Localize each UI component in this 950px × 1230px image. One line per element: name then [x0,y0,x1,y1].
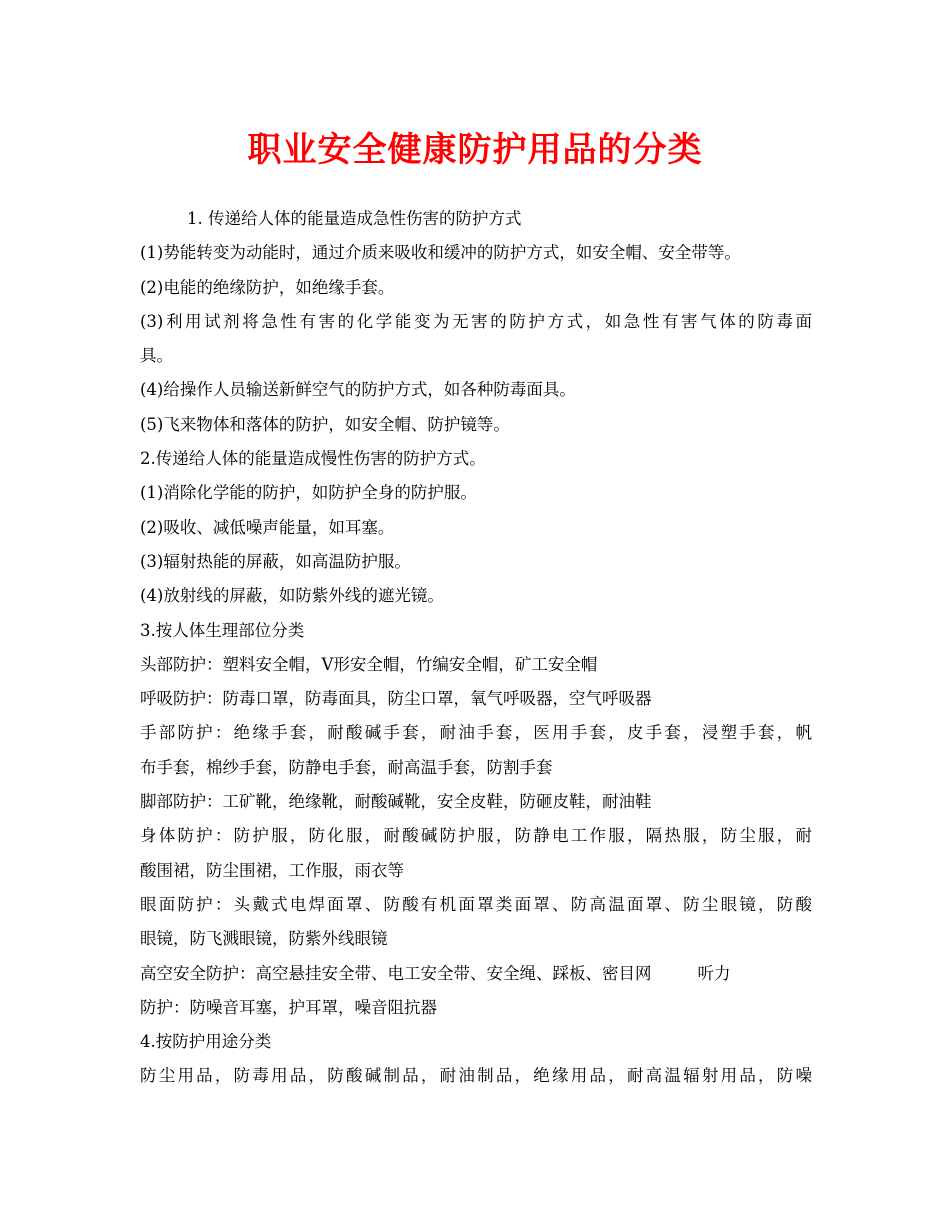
paragraph-line: (2)吸收、减低噪声能量，如耳塞。 [140,517,395,537]
paragraph-line: 身体防护：防护服，防化服，耐酸碱防护服，防静电工作服，隔热服，防尘服，耐 [140,826,812,846]
section-heading-1: 1. 传递给人体的能量造成急性伤害的防护方式 [187,209,522,228]
page-title: 职业安全健康防护用品的分类 [247,130,703,170]
paragraph-line: 脚部防护：工矿靴，绝缘靴，耐酸碱靴，安全皮鞋，防砸皮鞋，耐油鞋 [140,792,652,812]
paragraph-line: (4)给操作人员输送新鲜空气的防护方式，如各种防毒面具。 [140,380,576,400]
paragraph-line: 具。 [140,346,173,366]
paragraph-text: 听力 [697,963,731,983]
paragraph-line: (4)放射线的屏蔽，如防紫外线的遮光镜。 [140,586,444,606]
section-heading-2: 2.传递给人体的能量造成慢性伤害的防护方式。 [140,449,486,469]
paragraph-text: 高空安全防护：高空悬挂安全带、电工安全带、安全绳、踩板、密目网 [140,963,652,983]
paragraph-line: 布手套，棉纱手套，防静电手套，耐高温手套，防割手套 [140,757,553,777]
paragraph-line: (1)消除化学能的防护，如防护全身的防护服。 [140,483,477,503]
document-body [140,202,812,1094]
paragraph-line: 酸围裙，防尘围裙，工作服，雨衣等 [140,860,404,880]
paragraph-line: 手部防护：绝缘手套，耐酸碱手套，耐油手套，医用手套，皮手套，浸塑手套，帆 [140,723,812,743]
paragraph-line: 防护：防噪音耳塞，护耳罩，噪音阻抗器 [140,997,437,1017]
paragraph-line: 眼镜，防飞溅眼镜，防紫外线眼镜 [140,929,388,949]
paragraph-line: (3)辐射热能的屏蔽，如高温防护服。 [140,551,411,571]
paragraph-line: 头部防护：塑料安全帽，V形安全帽，竹编安全帽，矿工安全帽 [140,654,598,674]
paragraph-line: 防尘用品，防毒用品，防酸碱制品，耐油制品，绝缘用品，耐高温辐射用品，防噪 [140,1066,812,1086]
section-heading-4: 4.按防护用途分类 [140,1032,272,1052]
paragraph-line: 眼面防护：头戴式电焊面罩、防酸有机面罩类面罩、防高温面罩、防尘眼镜，防酸 [140,894,812,914]
paragraph-line: (5)飞来物体和落体的防护，如安全帽、防护镜等。 [140,414,510,434]
paragraph-line: (3)利用试剂将急性有害的化学能变为无害的防护方式，如急性有害气体的防毒面 [140,311,812,331]
section-heading-3: 3.按人体生理部位分类 [140,620,305,640]
paragraph-line [140,957,812,991]
paragraph-line: (1)势能转变为动能时，通过介质来吸收和缓冲的防护方式，如安全帽、安全带等。 [140,243,741,263]
paragraph-line: (2)电能的绝缘防护，如绝缘手套。 [140,277,395,297]
paragraph-line: 呼吸防护：防毒口罩，防毒面具，防尘口罩，氧气呼吸器，空气呼吸器 [140,689,652,709]
